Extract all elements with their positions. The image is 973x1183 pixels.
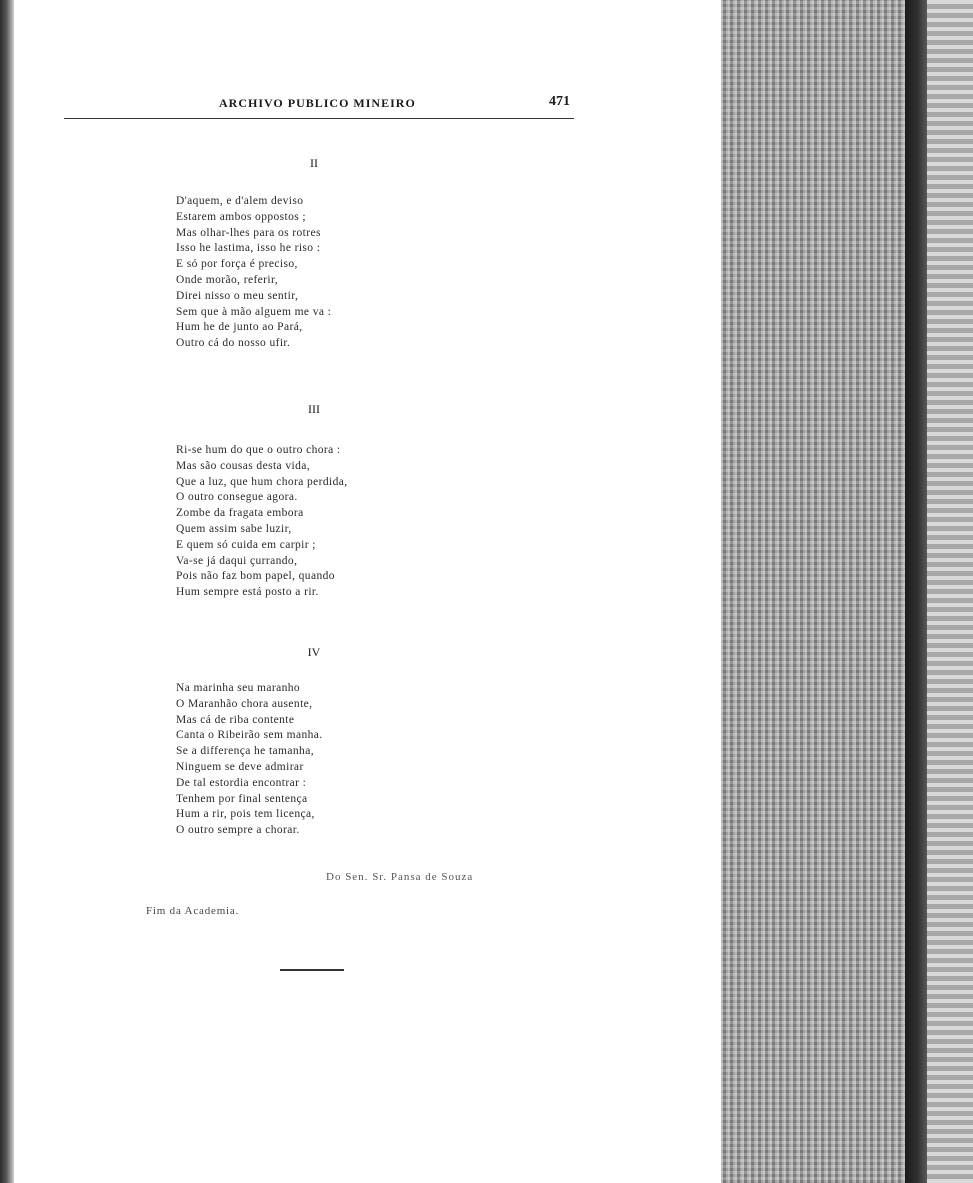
verse-line: E quem só cuida em carpir ; xyxy=(176,538,316,551)
verse-line: Direi nisso o meu sentir, xyxy=(176,289,299,302)
verse-line: Ri-se hum do que o outro chora : xyxy=(176,444,341,456)
verse-line: Isso he lastima, isso he riso : xyxy=(176,242,321,255)
signature: Do Sen. Sr. Pansa de Souza xyxy=(326,871,474,883)
verse-line: O Maranhão chora ausente, xyxy=(176,697,313,710)
header-rule xyxy=(64,118,574,119)
page-number: 471 xyxy=(549,94,570,109)
verse-line: Sem que à mão alguem me va : xyxy=(176,305,332,318)
footnote: Fim da Academia. xyxy=(146,905,240,917)
verse-line: D'aquem, e d'alem deviso xyxy=(176,195,304,207)
verse-line: O outro sempre a chorar. xyxy=(176,824,300,837)
verse-line: Hum a rir, pois tem licença, xyxy=(176,808,315,821)
header-title: ARCHIVO PUBLICO MINEIRO xyxy=(219,96,416,110)
verse-line: Zombe da fragata embora xyxy=(176,507,304,520)
verse-line: Hum he de junto ao Pará, xyxy=(176,321,303,334)
verse-line: Hum sempre está posto a rir. xyxy=(176,586,319,599)
verse-line: Tenhem por final sentença xyxy=(176,792,308,805)
verse-line: De tal estordia encontrar : xyxy=(176,776,307,789)
verse-line: O outro consegue agora. xyxy=(176,491,298,504)
verse-line: Que a luz, que hum chora perdida, xyxy=(176,475,348,488)
section-numeral-iii: III xyxy=(308,402,320,416)
document-page xyxy=(14,0,721,1183)
verse-line: Se a differença he tamanha, xyxy=(176,745,314,758)
stanza-iv xyxy=(176,681,323,839)
verse-line: Onde morão, referir, xyxy=(176,273,279,286)
verse-line: Ninguem se deve admirar xyxy=(176,760,304,773)
verse-line: Canta o Ribeirão sem manha. xyxy=(176,729,323,742)
end-rule xyxy=(280,969,344,971)
scan-page-edge xyxy=(927,0,973,1183)
verse-line: Va-se já daqui çurrando, xyxy=(176,554,298,567)
scan-left-edge xyxy=(0,0,14,1183)
verse-line: Estarem ambos oppostos ; xyxy=(176,210,307,223)
verse-line: Mas são cousas desta vida, xyxy=(176,459,310,472)
section-numeral-ii: II xyxy=(310,156,318,170)
scan-binding-bar xyxy=(905,0,927,1183)
verse-line: E só por força é preciso, xyxy=(176,258,298,271)
verse-line: Na marinha seu maranho xyxy=(176,682,301,694)
section-numeral-iv: IV xyxy=(307,645,321,659)
verse-line: Mas olhar-lhes para os rotres xyxy=(176,226,321,239)
verse-line: Outro cá do nosso ufir. xyxy=(176,337,291,350)
scan-binding-strip xyxy=(721,0,973,1183)
stanza-ii xyxy=(176,194,331,352)
stanza-iii xyxy=(176,443,348,601)
verse-line: Quem assim sabe luzir, xyxy=(176,522,292,535)
verse-line: Mas cá de riba contente xyxy=(176,713,295,726)
running-header xyxy=(64,96,574,120)
verse-line: Pois não faz bom papel, quando xyxy=(176,570,335,583)
